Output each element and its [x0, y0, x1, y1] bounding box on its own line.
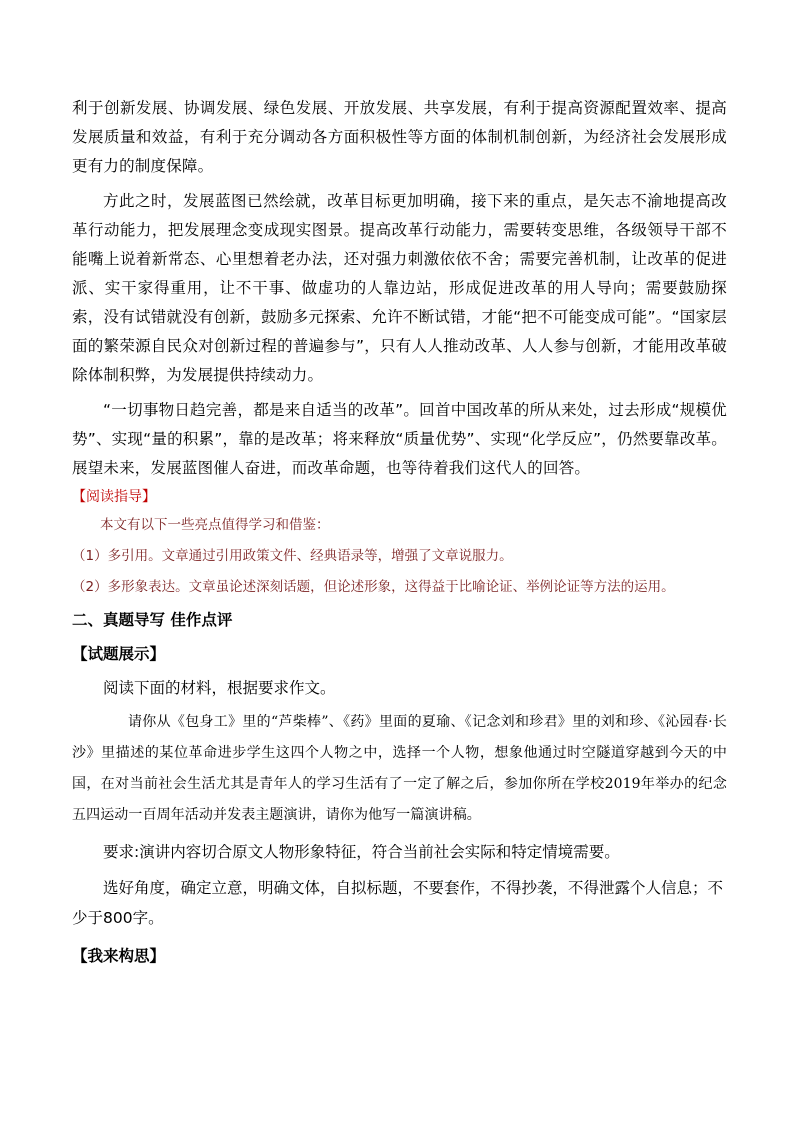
reading-guide-point-1: （1）多引用。文章通过引用政策文件、经典语录等，增强了文章说服力。	[72, 548, 513, 564]
reading-guide-point-2: （2）多形象表达。文章虽论述深刻话题，但论述形象，这得益于比喻论证、举例论证等方法的运用。	[72, 579, 675, 595]
idea-heading: 【我来构思】	[72, 947, 166, 965]
page-content	[72, 94, 727, 971]
section-title: 二、真题导写 佳作点评	[72, 611, 233, 629]
exam-material: 请你从《包身工》里的“芦柴棒”、《药》里面的夏瑜、《记念刘和珍君》里的刘和珍、《沁园春·长沙》里描述的某位革命进步学生这四个人物之中，选择一个人物，想象他通过时空隧道穿越到今天的中国，在对当前社会生活尤其是青年人的学习生活有了一定了解之后，参加你所在学校2019年举办的纪念五四运动一百周年活动并发表主题演讲，请你为他写一篇演讲稿。	[72, 714, 727, 823]
reading-guide-intro: 本文有以下一些亮点值得学习和借鉴：	[100, 517, 330, 533]
body-paragraph-2: 方此之时，发展蓝图已然绘就，改革目标更加明确，接下来的重点，是矢志不渝地提高改革行动能力，把发展理念变成现实图景。提高改革行动能力，需要转变思维，各级领导干部不能嘴上说着新常态、心里想着老办法，还对强力刺激依依不舍；需要完善机制，让改革的促进派、实干家得重用，让不干事、做虚功的人靠边站，形成促进改革的用人导向；需要鼓励探索，没有试错就没有创新，鼓励多元探索、允许不断试错，才能“把不可能变成可能”。“国家层面的繁荣源自民众对创新过程的普遍参与”，只有人人推动改革、人人参与创新，才能用改革破除体制积弊，为发展提供持续动力。	[72, 192, 727, 384]
body-paragraph-3: “一切事物日趋完善，都是来自适当的改革”。回首中国改革的所从来处，过去形成“规模优势”、实现“量的积累”，靠的是改革；将来释放“质量优势”、实现“化学反应”，仍然要靠改革。展望未来，发展蓝图催人奋进，而改革命题，也等待着我们这代人的回答。	[72, 401, 727, 477]
body-paragraph-1: 利于创新发展、协调发展、绿色发展、开放发展、共享发展，有利于提高资源配置效率、提高发展质量和效益，有利于充分调动各方面积极性等方面的体制机制创新，为经济社会发展形成更有力的制度保障。	[72, 99, 727, 175]
exam-prompt: 阅读下面的材料，根据要求作文。	[103, 679, 336, 697]
exam-requirement-1: 要求:演讲内容切合原文人物形象特征，符合当前社会实际和特定情境需要。	[103, 843, 620, 861]
exam-heading: 【试题展示】	[72, 645, 166, 663]
reading-guide-heading: 【阅读指导】	[72, 489, 156, 505]
exam-requirement-2: 选好角度，确定立意，明确文体，自拟标题，不要套作，不得抄袭，不得泄露个人信息；不少于800字。	[72, 879, 724, 927]
